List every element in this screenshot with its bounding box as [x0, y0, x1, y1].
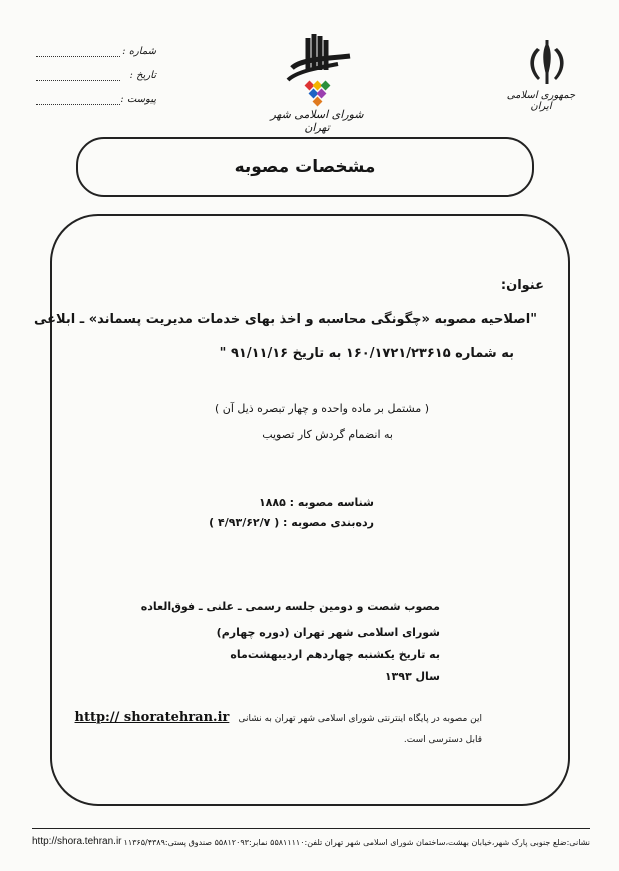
approval-line-1: مصوب شصت و دومین جلسه رسمی ـ علنی ـ فوق‌العاده [140, 600, 440, 613]
iran-emblem-icon [520, 38, 574, 86]
publish-notice [74, 706, 482, 725]
resolution-classification: رده‌بندی مصوبه : ( ۴/۹۳/۶۲/۷ ) [209, 516, 374, 529]
field-attachment-label: پیوست : [120, 94, 156, 105]
approval-line-3: به تاریخ یکشنبه چهاردهم اردیبهشت‌ماه [230, 648, 440, 661]
access-text: قابل دسترسی است. [403, 735, 482, 745]
field-date [36, 70, 156, 84]
approval-line-4: سال ۱۳۹۳ [384, 670, 440, 683]
resolution-id: شناسه مصوبه : ۱۸۸۵ [258, 496, 374, 509]
page-title: مشخصات مصوبه [234, 157, 376, 177]
attached-note: به انضمام گردش کار تصویب [262, 428, 393, 441]
dotted-line [36, 80, 120, 81]
tehran-council-logo-icon [278, 30, 356, 110]
title-box [76, 137, 534, 197]
dotted-line [36, 104, 120, 105]
subject-line-1: "اصلاحیه مصوبه «چگونگی محاسبه و اخذ بهای خدمات مدیریت پسماند» ـ ابلاغی [33, 312, 537, 327]
footer-divider [32, 828, 590, 829]
field-number-label: شماره : [122, 46, 156, 57]
website-link[interactable]: http:// shoratehran.ir [74, 710, 230, 725]
field-attachment [36, 94, 156, 108]
includes-note: ( مشتمل بر ماده واحده و چهار تبصره ذیل آن ) [214, 402, 429, 415]
country-name: جمهوری اسلامی ایران [506, 90, 576, 112]
publish-text: این مصوبه در پایگاه اینترنتی شورای اسلامی شهر تهران به نشانی [238, 714, 482, 724]
subject-line-2: به شماره ۱۶۰/۱۷۲۱/۲۳۶۱۵ به تاریخ ۹۱/۱۱/۱۶ " [219, 346, 514, 361]
footer-website[interactable]: http://shora.tehran.ir [32, 836, 122, 847]
field-number [36, 46, 156, 60]
approval-line-2: شورای اسلامی شهر تهران (دوره چهارم) [216, 626, 440, 639]
footer-address: نشانی:ضلع جنوبی پارک شهر،خیابان بهشت،ساختمان شورای اسلامی شهر تهران تلفن:۵۵۸۱۱۱۱۰ نمابر:۵۵۸۱۲۰۹۳ صندوق پستی:۱۱۳۶۵/۴۳۸۹ [123, 838, 590, 847]
dotted-line [36, 56, 120, 57]
council-name: شورای اسلامی شهر تهران [270, 108, 364, 134]
subject-heading: عنوان: [500, 278, 544, 293]
field-date-label: تاریخ : [129, 70, 156, 81]
